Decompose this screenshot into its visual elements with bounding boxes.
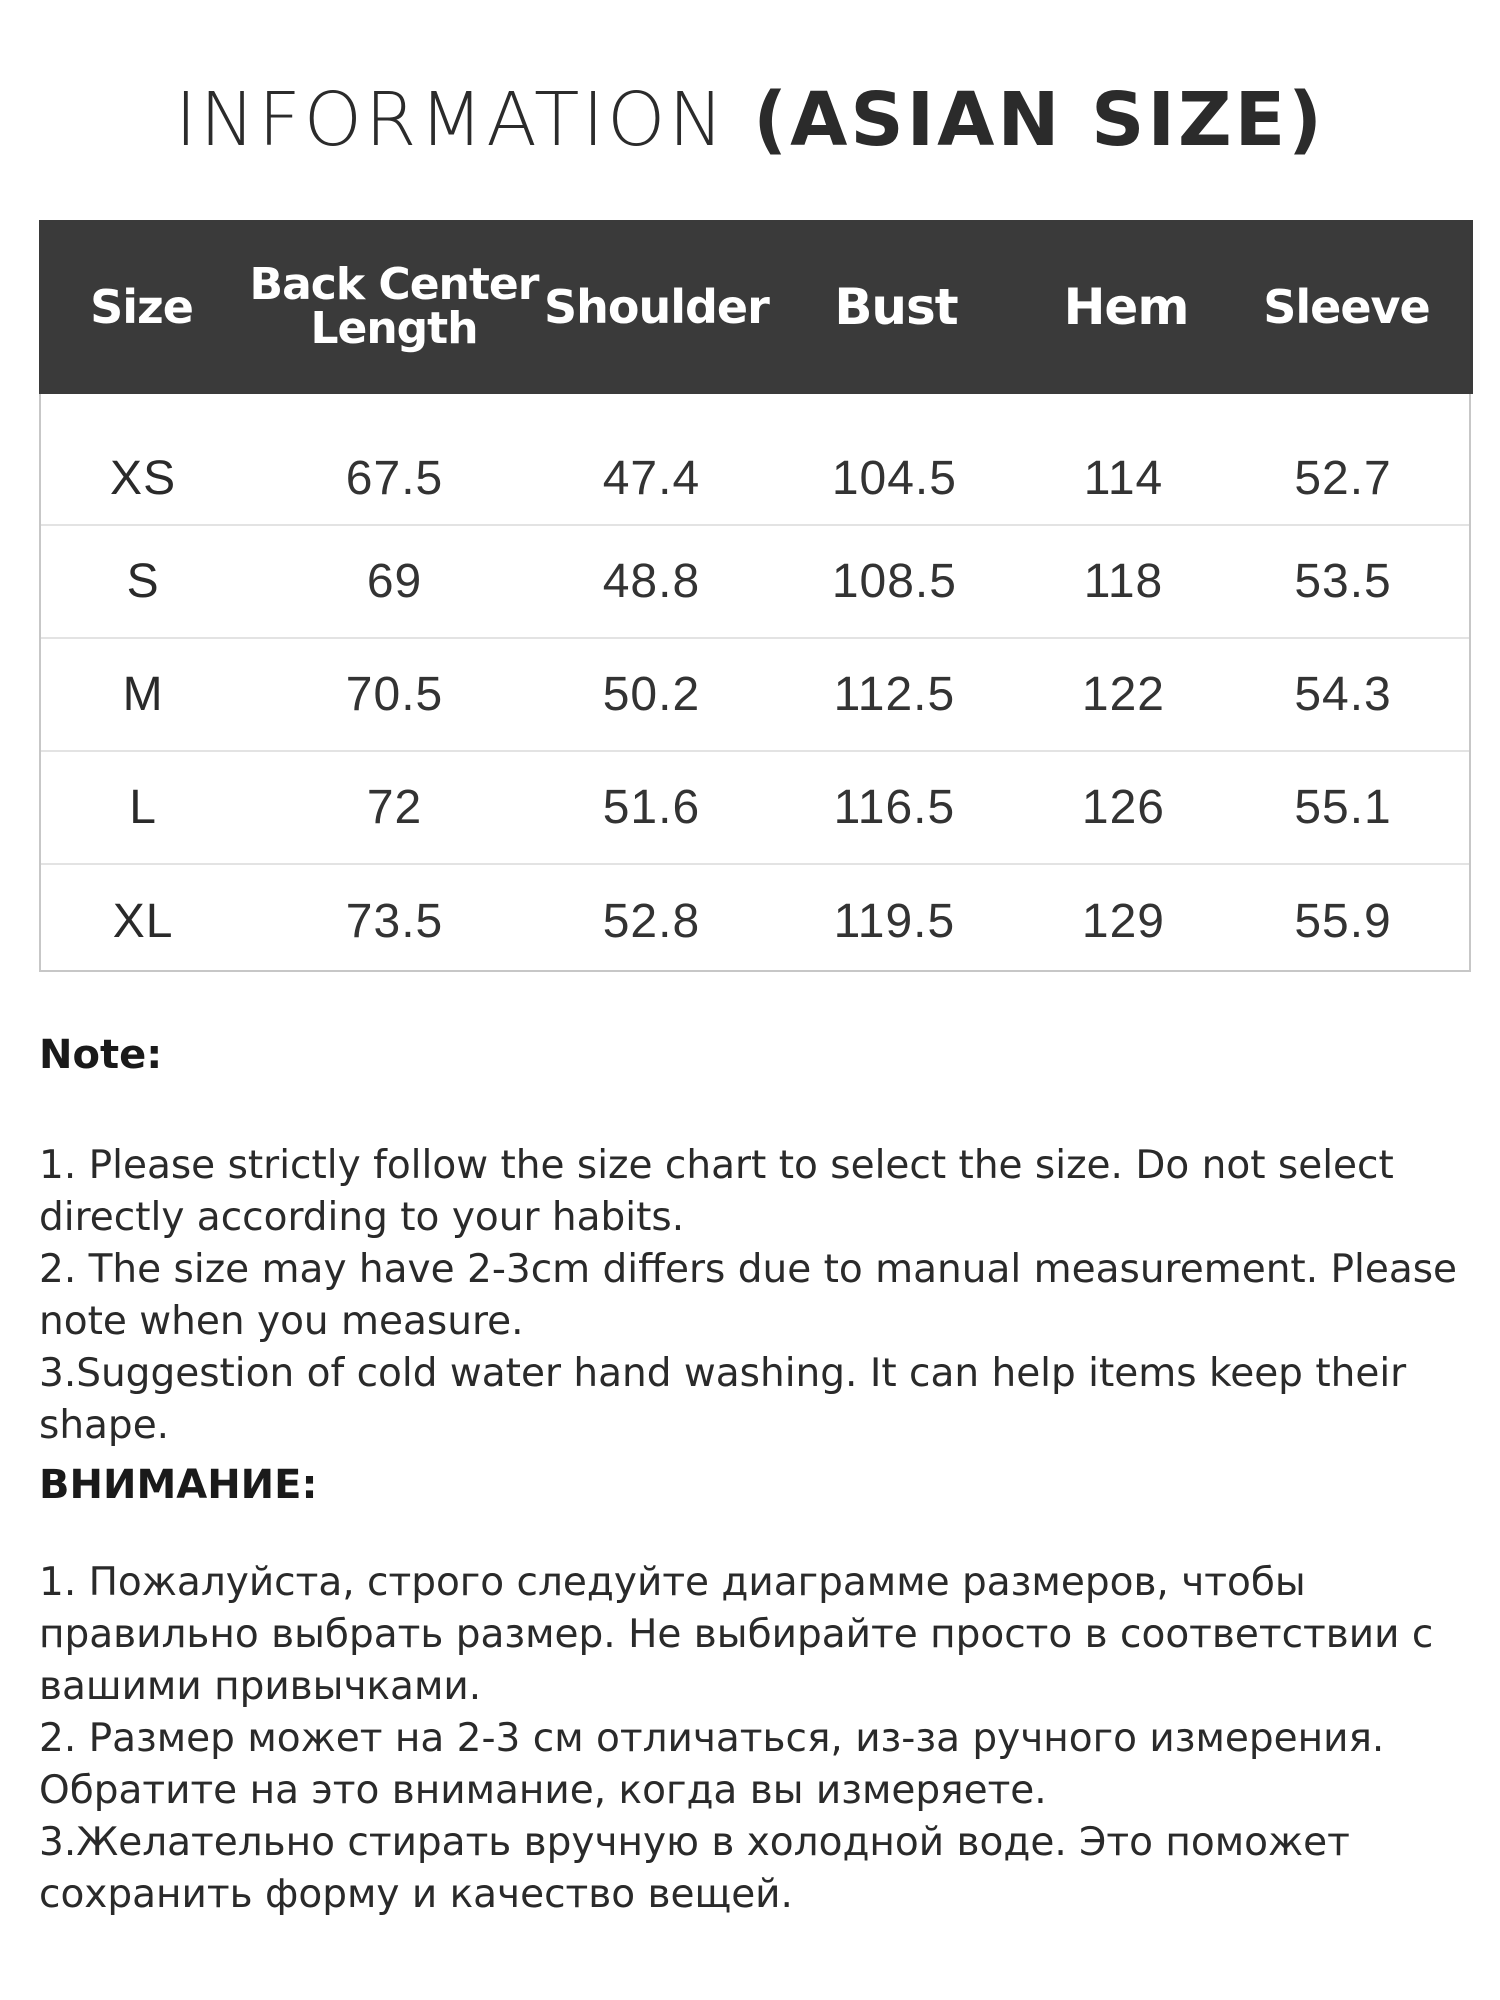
cell-size: S [126,555,160,608]
cell-back-center-length: 69 [366,555,423,608]
header-size: Size [90,280,193,334]
note-heading-ru: ВНИМАНИЕ: [39,1462,318,1508]
header-back-center-length: Back Center Length [249,259,539,354]
cell-shoulder: 52.8 [602,895,701,948]
cell-size: M [122,668,164,721]
cell-size: XS [110,451,177,505]
cell-back-center-length: 67.5 [345,451,444,505]
header-hem: Hem [1063,278,1189,336]
notes-ru [39,1557,1469,1921]
cell-sleeve: 54.3 [1294,668,1392,721]
cell-sleeve: 53.5 [1294,555,1392,608]
cell-hem: 118 [1083,555,1164,608]
note-item-ru-2: 2. Размер может на 2-3 см отличаться, из-за ручного измерения. Обратите на это внимание, когда вы измеряете. [39,1716,1385,1813]
cell-back-center-length: 73.5 [345,895,444,948]
cell-size: L [129,781,157,834]
note-heading-en: Note: [39,1032,163,1078]
cell-sleeve: 52.7 [1294,451,1392,505]
cell-hem: 122 [1081,668,1165,721]
table-row [41,752,1469,865]
cell-sleeve: 55.1 [1294,781,1392,834]
cell-hem: 126 [1081,781,1165,834]
cell-back-center-length: 70.5 [345,668,444,721]
notes-en [39,1140,1469,1452]
table-body [41,394,1469,978]
note-item-ru-1: 1. Пожалуйста, строго следуйте диаграмме размеров, чтобы правильно выбрать размер. Не выбирайте просто в соответствии с вашими привычками. [39,1560,1434,1709]
page-title-bold: (ASIAN SIZE) [753,77,1326,163]
cell-back-center-length: 72 [366,781,423,834]
size-chart-table [39,220,1471,972]
header-bust: Bust [834,278,958,336]
table-row [41,526,1469,639]
header-shoulder: Shoulder [544,280,769,334]
cell-sleeve: 55.9 [1294,895,1392,948]
cell-hem: 129 [1081,895,1165,948]
cell-shoulder: 51.6 [602,781,701,834]
table-row [41,639,1469,752]
note-item-ru-3: 3.Желательно стирать вручную в холодной воде. Это поможет сохранить форму и качество вещей. [39,1820,1350,1917]
table-row [41,394,1469,526]
cell-hem: 114 [1083,451,1164,505]
cell-bust: 108.5 [831,555,957,608]
cell-bust: 112.5 [833,668,956,721]
cell-size: XL [112,895,174,948]
cell-shoulder: 50.2 [602,668,701,721]
note-item-en-2: 2. The size may have 2-3cm differs due to manual measurement. Please note when you measure. [39,1247,1458,1344]
table-row [41,865,1469,978]
note-item-en-1: 1. Please strictly follow the size chart to select the size. Do not select directly according to your habits. [39,1143,1394,1240]
page-title [0,70,1500,170]
cell-bust: 119.5 [833,895,956,948]
header-sleeve: Sleeve [1263,280,1430,334]
cell-shoulder: 48.8 [602,555,701,608]
page-title-light: INFORMATION [174,77,727,163]
table-header-row [39,220,1473,394]
cell-bust: 116.5 [833,781,956,834]
cell-bust: 104.5 [831,451,957,505]
cell-shoulder: 47.4 [602,451,701,505]
note-item-en-3: 3.Suggestion of cold water hand washing. It can help items keep their shape. [39,1351,1407,1448]
